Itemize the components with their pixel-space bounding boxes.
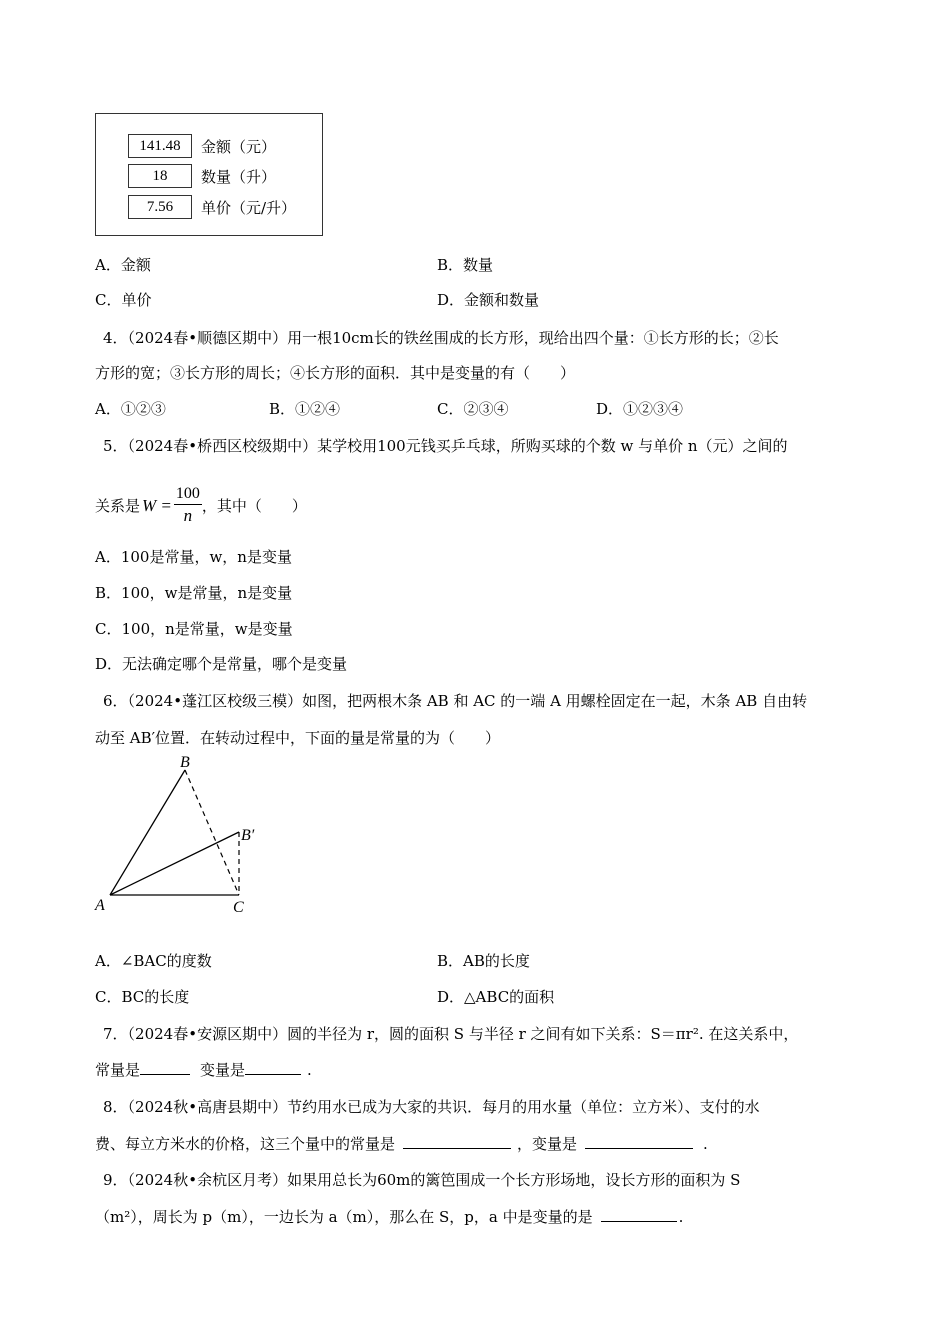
pump-price-label: 单价（元/升） [201,198,297,217]
q8-period: . [703,1135,708,1153]
q9-stem-text: （m²），周长为 p（m），一边长为 a（m），那么在 S，p，a 中是变量的是 [95,1208,593,1226]
q5-stem-line1: 5．（2024春•桥西区校级期中）某学校用100元钱买乒乓球，所购买球的个数 w 与单价 n（元）之间的 [103,437,788,455]
q8-constant-blank[interactable] [403,1134,511,1149]
q7-constant-label: 常量是 [95,1061,141,1079]
pump-amount-value: 141.48 [128,134,192,158]
q9-answer-blank[interactable] [601,1207,677,1222]
q3-option-b: B．数量 [437,256,494,274]
q4-stem-line1: 4．（2024春•顺德区期中）用一根10cm长的铁丝围成的长方形，现给出四个量：①长方形的长；②长 [103,329,779,347]
q8-constant-label: 费、每立方米水的价格，这三个量中的常量是 [95,1135,396,1153]
pump-display-figure [95,113,323,236]
q6-rotation-figure [90,750,280,920]
label-B: B [180,754,190,771]
q6-option-b: B．AB的长度 [437,952,530,970]
q9-stem-line2 [95,1206,683,1227]
pump-row-amount [128,134,276,158]
q4-option-b: B．①②④ [269,400,341,418]
q9-stem-line1: 9．（2024秋•余杭区月考）如果用总长为60m的篱笆围成一个长方形场地，设长方形的面积为 S [103,1171,741,1189]
q7-stem-line1: 7．（2024春•安源区期中）圆的半径为 r，圆的面积 S 与半径 r 之间有如下关系：S＝πr². 在这关系中， [103,1025,799,1043]
pump-row-quantity [128,164,276,188]
q5-option-a: A．100是常量，w，n是变量 [95,548,292,566]
q7-constant-blank[interactable] [140,1060,190,1075]
q5-option-b: B．100，w是常量，n是变量 [95,584,293,602]
q7-variable-label: 变量是 [200,1061,246,1079]
q5-option-c: C．100，n是常量，w是变量 [95,620,293,638]
q8-stem-line1: 8．（2024秋•高唐县期中）节约用水已成为大家的共识．每月的用水量（单位：立方米）、支付的水 [103,1098,760,1116]
segment-BC-dashed [185,770,239,895]
q8-stem-line2 [95,1133,708,1154]
q3-option-a: A．金额 [95,256,151,274]
q6-option-c: C．BC的长度 [95,988,190,1006]
q4-stem-line2: 方形的宽；③长方形的周长；④长方形的面积．其中是变量的有（ ） [95,364,576,382]
q6-option-d: D．△ABC的面积 [437,988,555,1006]
pump-amount-label: 金额（元） [201,137,277,156]
q4-option-c: C．②③④ [437,400,509,418]
q5-formula-lhs: W = [142,495,172,515]
q8-variable-blank[interactable] [585,1134,693,1149]
q3-option-d: D．金额和数量 [437,291,540,309]
q4-option-a: A．①②③ [95,400,166,418]
q7-variable-blank[interactable] [245,1060,301,1075]
label-C: C [233,899,244,916]
q7-stem-line2 [95,1059,312,1080]
q6-option-a: A．∠BAC的度数 [95,952,212,970]
q7-period: . [307,1061,312,1079]
q5-line2-suffix: ，其中（ ） [201,497,307,515]
q5-formula-fraction [174,484,202,527]
pump-row-unit-price [128,195,296,219]
pump-quantity-label: 数量（升） [201,167,277,186]
q4-option-d: D．①②③④ [596,400,684,418]
q3-option-c: C．单价 [95,291,152,309]
label-B-prime: B′ [241,827,255,844]
q5-option-d: D．无法确定哪个是常量，哪个是变量 [95,655,348,673]
q6-stem-line1: 6．（2024•蓬江区校级三模）如图，把两根木条 AB 和 AC 的一端 A 用螺栓固定在一起，木条 AB 自由转 [103,692,808,710]
q6-stem-line2: 动至 AB′位置．在转动过程中，下面的量是常量的为（ ） [95,729,501,747]
q9-period: . [678,1208,684,1226]
q5-formula-numerator: 100 [174,484,202,505]
label-A: A [95,897,105,914]
q5-line2-prefix: 关系是 [95,497,141,515]
pump-price-value: 7.56 [128,195,192,219]
q5-stem-line2 [95,484,307,527]
q5-formula-denominator: n [183,506,193,525]
pump-quantity-value: 18 [128,164,192,188]
q8-variable-label: ，变量是 [517,1135,578,1153]
